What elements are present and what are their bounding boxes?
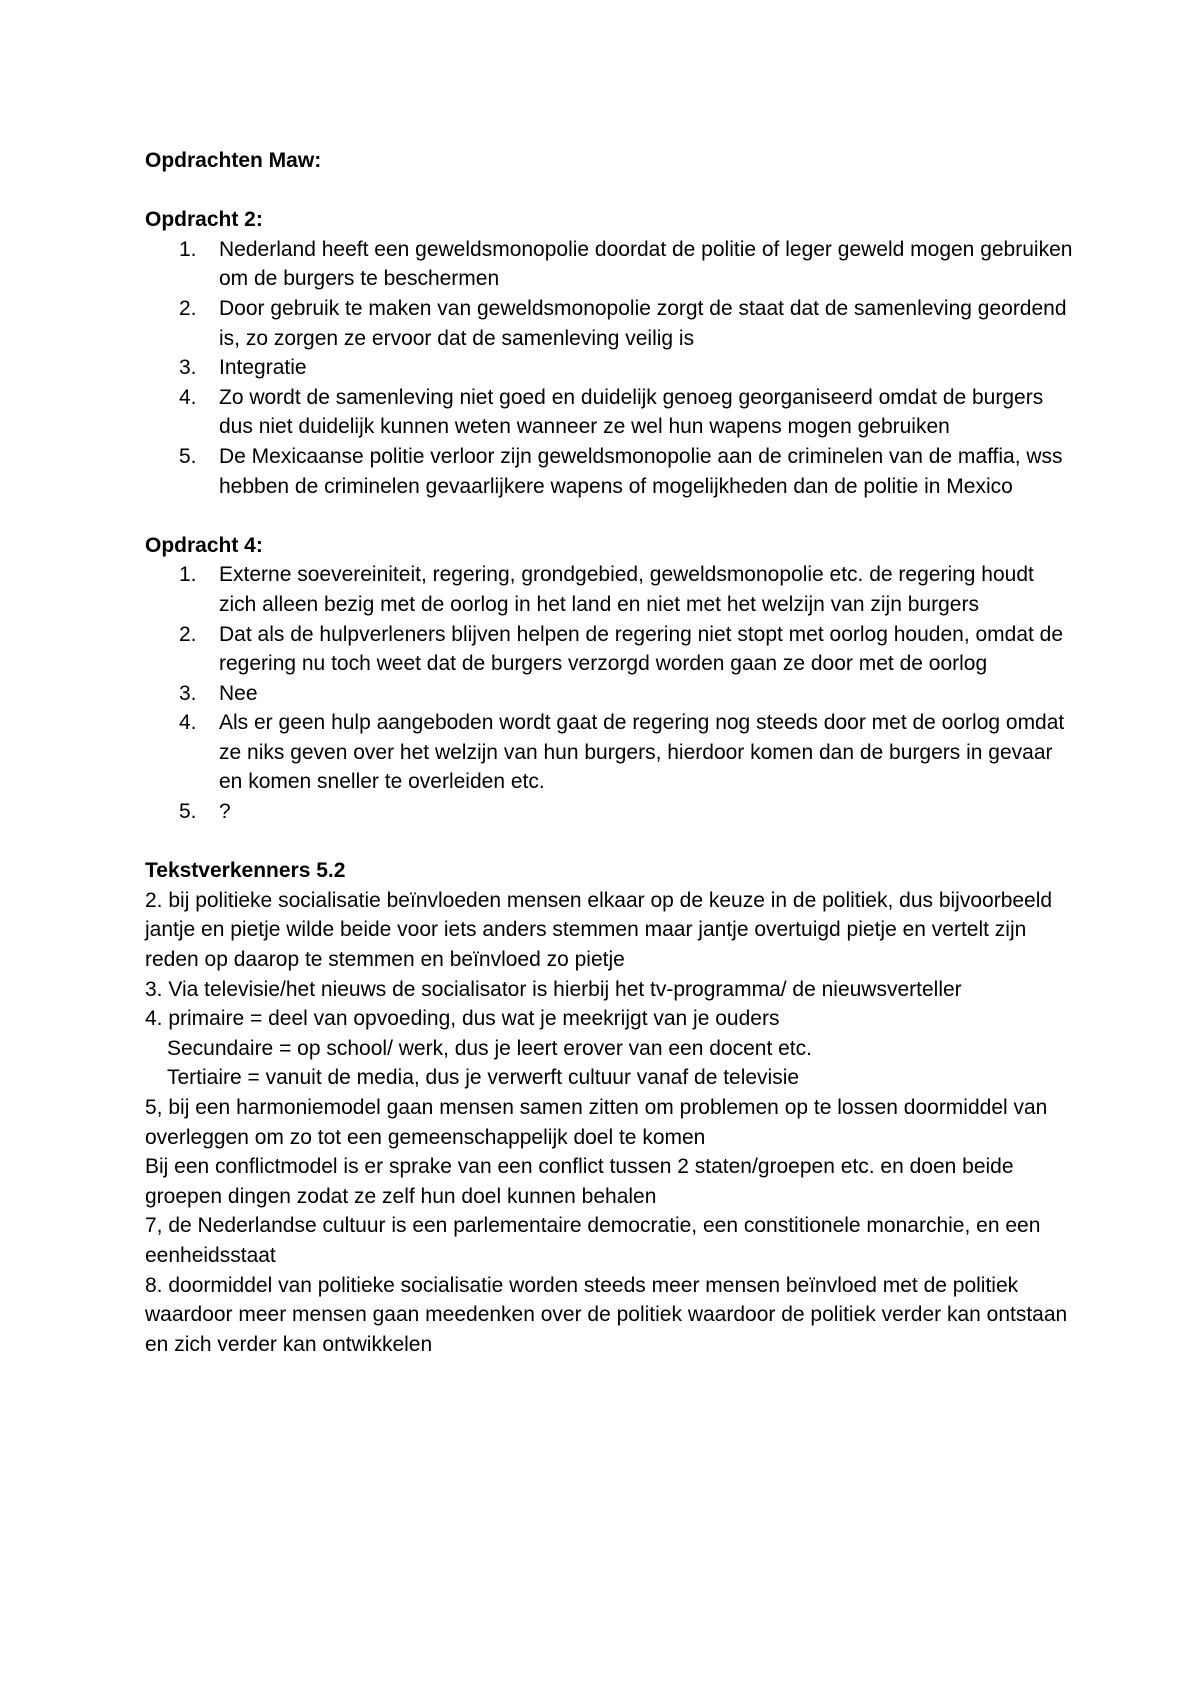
- list-item: [145, 679, 1075, 709]
- paragraph-answer-2: 2. bij politieke socialisatie beïnvloeden mensen elkaar op de keuze in de politiek, dus bijvoorbeeld jantje en pietje wilde beide voor iets anders stemmen maar jantje overtuigd pietje en vertelt zijn reden op daarop te stemmen en beïnvloed zo pietje: [145, 888, 1053, 972]
- list-item-text: Dat als de hulpverleners blijven helpen de regering niet stopt met oorlog houden, omdat de regering nu toch weet dat de burgers verzorgd worden gaan ze door met de oorlog: [219, 622, 1064, 676]
- list-item-number: 4.: [179, 385, 197, 409]
- list-item-number: 2.: [179, 622, 197, 646]
- list-item: [145, 353, 1075, 383]
- list-item-number: 1.: [179, 237, 197, 261]
- list-item-text: Nee: [219, 681, 258, 705]
- list-item: [145, 235, 1075, 294]
- list-item: [145, 708, 1075, 797]
- list-item-number: 5.: [179, 800, 197, 824]
- list-item: [145, 620, 1075, 679]
- list-item: [145, 294, 1075, 353]
- document-title: Opdrachten Maw:: [145, 149, 322, 172]
- answer-list-opdracht-4: [145, 560, 1075, 826]
- list-item-number: 1.: [179, 563, 197, 587]
- spacer: [145, 176, 1075, 206]
- list-item-text: De Mexicaanse politie verloor zijn geweldsmonopolie aan de criminelen van de maffia, wss hebben de criminelen gevaarlijkere wapens of mogelijkheden dan de politie in Mexico: [219, 444, 1063, 498]
- spacer: [145, 501, 1075, 531]
- section-heading-opdracht-4: Opdracht 4:: [145, 533, 263, 557]
- paragraph-answer-4-tertiaire: Tertiaire = vanuit de media, dus je verwerft cultuur vanaf de televisie: [167, 1066, 800, 1090]
- paragraph-answer-3: 3. Via televisie/het nieuws de socialisator is hierbij het tv-programma/ de nieuwsverteller: [145, 977, 962, 1001]
- list-item-text: Externe soevereiniteit, regering, grondgebied, geweldsmonopolie etc. de regering houdt zich alleen bezig met de oorlog in het land en niet met het welzijn van zijn burgers: [219, 563, 1034, 616]
- spacer: [145, 827, 1075, 857]
- list-item-text: Zo wordt de samenleving niet goed en duidelijk genoeg georganiseerd omdat de burgers dus niet duidelijk kunnen weten wanneer ze wel hun wapens mogen gebruiken: [219, 385, 1044, 439]
- list-item-number: 3.: [179, 356, 197, 380]
- list-item-text: Integratie: [219, 356, 307, 380]
- paragraph-answer-7: 7, de Nederlandse cultuur is een parlementaire democratie, een constitionele monarchie, en een eenheidsstaat: [145, 1214, 1041, 1267]
- list-item-number: 5.: [179, 444, 197, 468]
- paragraph-answer-5: 5, bij een harmoniemodel gaan mensen samen zitten om problemen op te lossen doormiddel van overleggen om zo tot een gemeenschappelijk doel te komen: [145, 1096, 1048, 1149]
- paragraph-answer-5-conflictmodel: Bij een conflictmodel is er sprake van een conflict tussen 2 staten/groepen etc. en doen beide groepen dingen zodat ze zelf hun doel kunnen behalen: [145, 1155, 1014, 1208]
- list-item-text: ?: [219, 800, 231, 824]
- list-item-text: Door gebruik te maken van geweldsmonopolie zorgt de staat dat de samenleving geordend is, zo zorgen ze ervoor dat de samenleving veilig is: [219, 296, 1067, 350]
- list-item-number: 3.: [179, 681, 197, 705]
- list-item: [145, 560, 1075, 619]
- list-item-text: Als er geen hulp aangeboden wordt gaat de regering nog steeds door met de oorlog omdat ze niks geven over het welzijn van hun burgers, hierdoor komen dan de burgers in gevaar en komen sneller te overleiden etc.: [219, 711, 1065, 794]
- paragraph-answer-4-secundaire: Secundaire = op school/ werk, dus je leert erover van een docent etc.: [167, 1036, 812, 1060]
- list-item: [145, 442, 1075, 501]
- list-item: [145, 797, 1075, 827]
- list-item-number: 2.: [179, 296, 197, 320]
- list-item: [145, 383, 1075, 442]
- paragraph-answer-4: 4. primaire = deel van opvoeding, dus wat je meekrijgt van je ouders: [145, 1007, 780, 1031]
- section-heading-tekstverkenners: Tekstverkenners 5.2: [145, 859, 346, 883]
- section-heading-opdracht-2: Opdracht 2:: [145, 208, 263, 232]
- answer-list-opdracht-2: [145, 235, 1075, 501]
- list-item-number: 4.: [179, 711, 197, 735]
- document-body: [145, 146, 1075, 1359]
- paragraph-answer-8: 8. doormiddel van politieke socialisatie worden steeds meer mensen beïnvloed met de politiek waardoor meer mensen gaan meedenken over de politiek waardoor de politiek verder kan ontstaan en zich verder kan ontwikkelen: [145, 1273, 1068, 1356]
- list-item-text: Nederland heeft een geweldsmonopolie doordat de politie of leger geweld mogen gebruiken om de burgers te beschermen: [219, 237, 1073, 291]
